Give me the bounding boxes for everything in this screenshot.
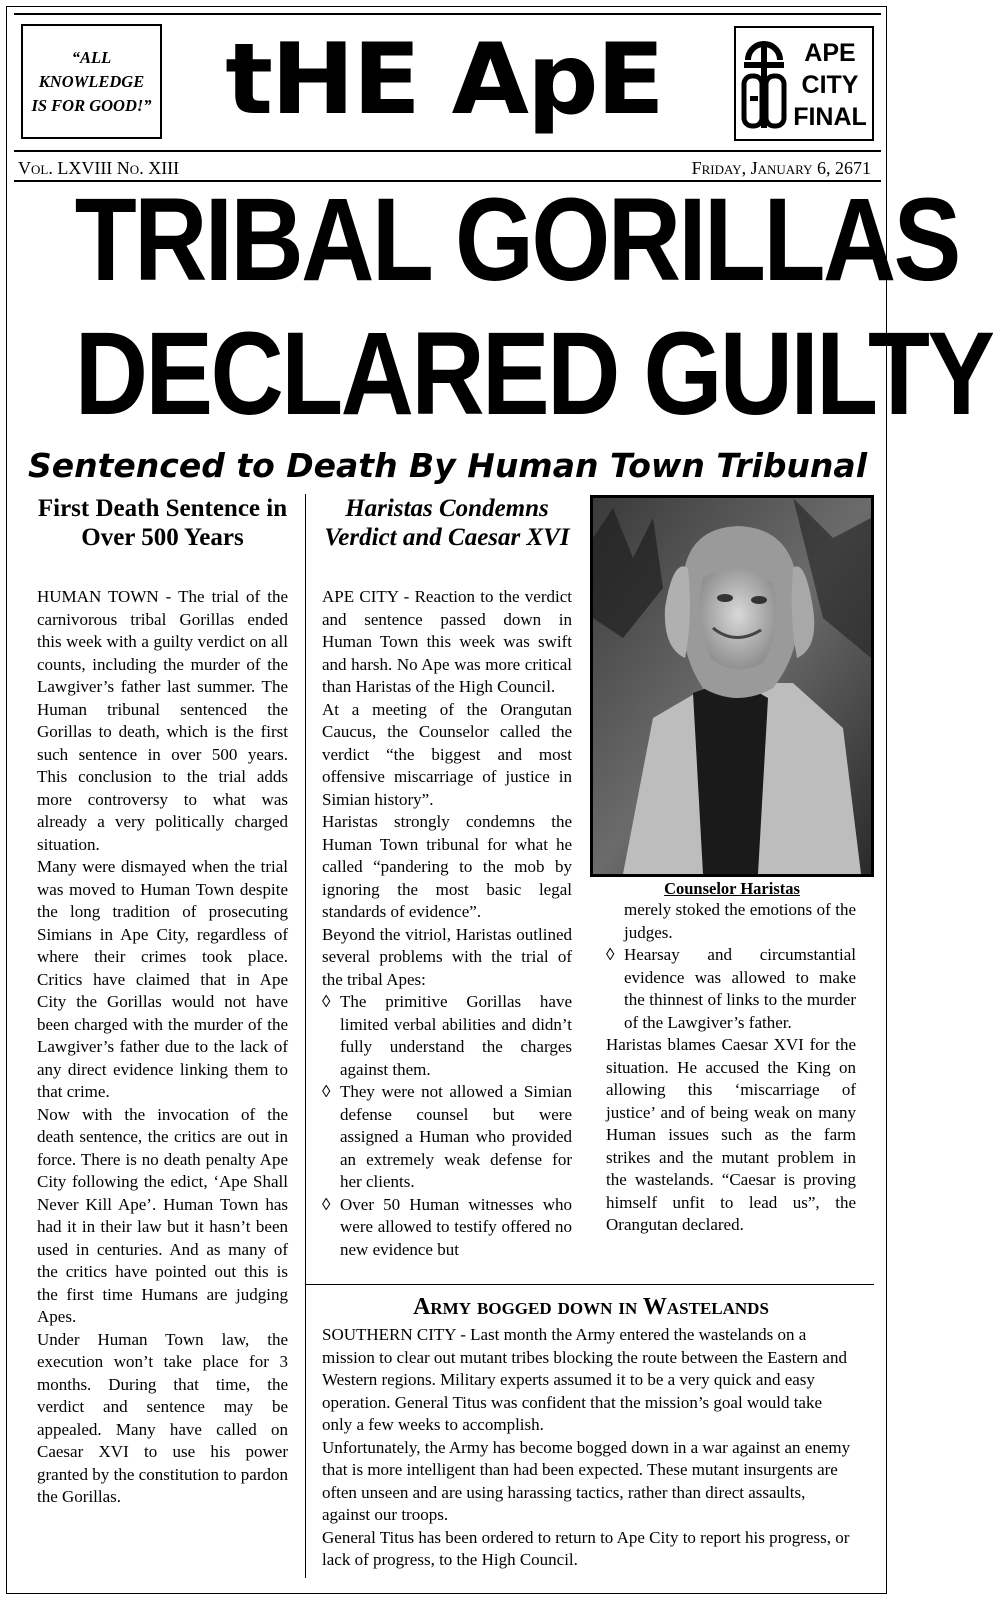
photo-caption: Counselor Haristas	[664, 879, 800, 898]
masthead-rule	[14, 150, 881, 152]
article3-dateline: SOUTHERN CITY -	[322, 1325, 466, 1344]
article2-continued-bullets	[606, 944, 856, 1034]
column-divider-left	[305, 494, 306, 1578]
article1-paragraph: Many were dismayed when the trial was moved to Human Town despite the long tradition of prosecuting Simians in Ape City, regardless of where their crimes took place. Critics have claimed that in Ape City the Gorillas would not have been charged with the murder of the Lawgiver’s father due to the lack of any direct evidence linking them to that crime.	[37, 857, 288, 1101]
top-rule	[14, 13, 881, 15]
newspaper-title: tHE ApE	[225, 23, 663, 137]
article3-body	[322, 1324, 856, 1572]
article1-paragraph: Under Human Town law, the execution won’t take place for 3 months. During that time, the verdict and sentence may be appealed. Many have called on Caesar XVI to use his power granted by the constitution to pardon the Gorillas.	[37, 1329, 288, 1506]
article2-body	[322, 586, 572, 1261]
article3-heading: Army bogged down in Wastelands	[413, 1294, 769, 1320]
article2-paragraph: At a meeting of the Orangutan Caucus, the Counselor called the verdict “the biggest and most offensive miscarriage of justice in Simian history”.	[322, 699, 572, 809]
article2-dateline: APE CITY -	[322, 587, 410, 606]
article2-paragraph: Beyond the vitriol, Haristas outlined several problems with the trial of the tribal Apes:	[322, 924, 572, 989]
article2-paragraph: APE CITY - Reaction to the verdict and sentence passed down in Human Town this week was swift and harsh. No Ape was more critical than Haristas of the High Council.	[322, 587, 572, 696]
article1-paragraph: HUMAN TOWN - The trial of the carnivorous tribal Gorillas ended this week with a guilty verdict on all counts, including the murder of the Lawgiver’s father last summer. The Human tribunal sentenced the Gorillas to death, which is the first such sentence in over 500 years. This conclusion to the trial adds more controversy to what was already a very politically charged situation.	[37, 587, 288, 854]
section-divider	[305, 1284, 874, 1285]
edition-label	[786, 37, 874, 133]
article2-continued	[606, 899, 856, 1237]
bullet-item: ◊ The primitive Gorillas have limited verbal abilities and didn’t fully understand the charges against them.	[322, 991, 572, 1081]
bullet-item: ◊ Over 50 Human witnesses who were allowed to testify offered no new evidence but	[322, 1194, 572, 1262]
counselor-photo	[590, 495, 874, 877]
ape-city-logo-icon	[742, 36, 786, 132]
article2-heading: Haristas Condemns Verdict and Caesar XVI	[324, 495, 570, 551]
continued-fragment: merely stoked the emotions of the judges.	[624, 900, 856, 942]
article3-paragraph: SOUTHERN CITY - Last month the Army entered the wastelands on a mission to clear out mutant tribes blocking the route between the Eastern and Western regions. Military experts assumed it to be a very quick and easy operation. General Titus was confident that the mission’s goal would take only a few weeks to accomplish.	[322, 1325, 847, 1434]
bullet-item: ◊ They were not allowed a Simian defense counsel but were assigned a Human who provided an extremely weak defense for her clients.	[322, 1081, 572, 1194]
headline-line-2: DECLARED GUILTY	[74, 308, 993, 440]
edition-box	[734, 26, 874, 141]
volume-number: Vol. LXVIII No. XIII	[18, 158, 180, 178]
article1-body	[37, 586, 288, 1509]
edition-line-3: FINAL	[793, 103, 867, 131]
photo-image	[593, 498, 871, 874]
bullet-item: ◊ Hearsay and circumstantial evidence was allowed to make the thinnest of links to the murder of the Lawgiver’s father.	[606, 944, 856, 1034]
article1-paragraph: Now with the invocation of the death sentence, the critics are out in force. There is no death penalty Ape City following the edict, ‘Ape Shall Never Kill Ape’. Human Town has had it in their law but it hasn’t been used in centuries. And as many of the critics have pointed out this is the first time Humans are judging Apes.	[37, 1104, 288, 1326]
article3-paragraph: Unfortunately, the Army has become bogged down in a war against an enemy that is more intelligent than had been expected. These mutant insurgents are often unseen and are using harassing tactics, rather than direct assaults, against our troops.	[322, 1437, 851, 1524]
article2-bullet-list	[322, 991, 572, 1261]
motto-box: “ALL KNOWLEDGE IS FOR GOOD!”	[21, 24, 162, 139]
article3-paragraph: General Titus has been ordered to return to Ape City to report his progress, or lack of progress, to the High Council.	[322, 1527, 850, 1569]
article1-heading: First Death Sentence in Over 500 Years	[37, 495, 288, 551]
article1-dateline: HUMAN TOWN -	[37, 587, 172, 606]
edition-line-2: CITY	[801, 71, 859, 99]
article2-paragraph: Haristas strongly condemns the Human Town tribunal for what he called “pandering to the mob by ignoring the most basic legal standards of evidence”.	[322, 812, 572, 921]
edition-line-1: APE	[804, 39, 856, 67]
subheadline: Sentenced to Death By Human Town Tribunal	[27, 446, 868, 485]
article2-closing: Haristas blames Caesar XVI for the situation. He accused the King on allowing this ‘miscarriage of justice’ and of being weak on many Human issues such as the farm strikes and the mutant problem in the wastelands. “Caesar is proving himself unfit to lead us”, the Orangutan declared.	[606, 1035, 856, 1234]
headline-line-1: TRIBAL GORILLAS	[74, 174, 959, 306]
issue-date: Friday, January 6, 2671	[691, 158, 871, 178]
